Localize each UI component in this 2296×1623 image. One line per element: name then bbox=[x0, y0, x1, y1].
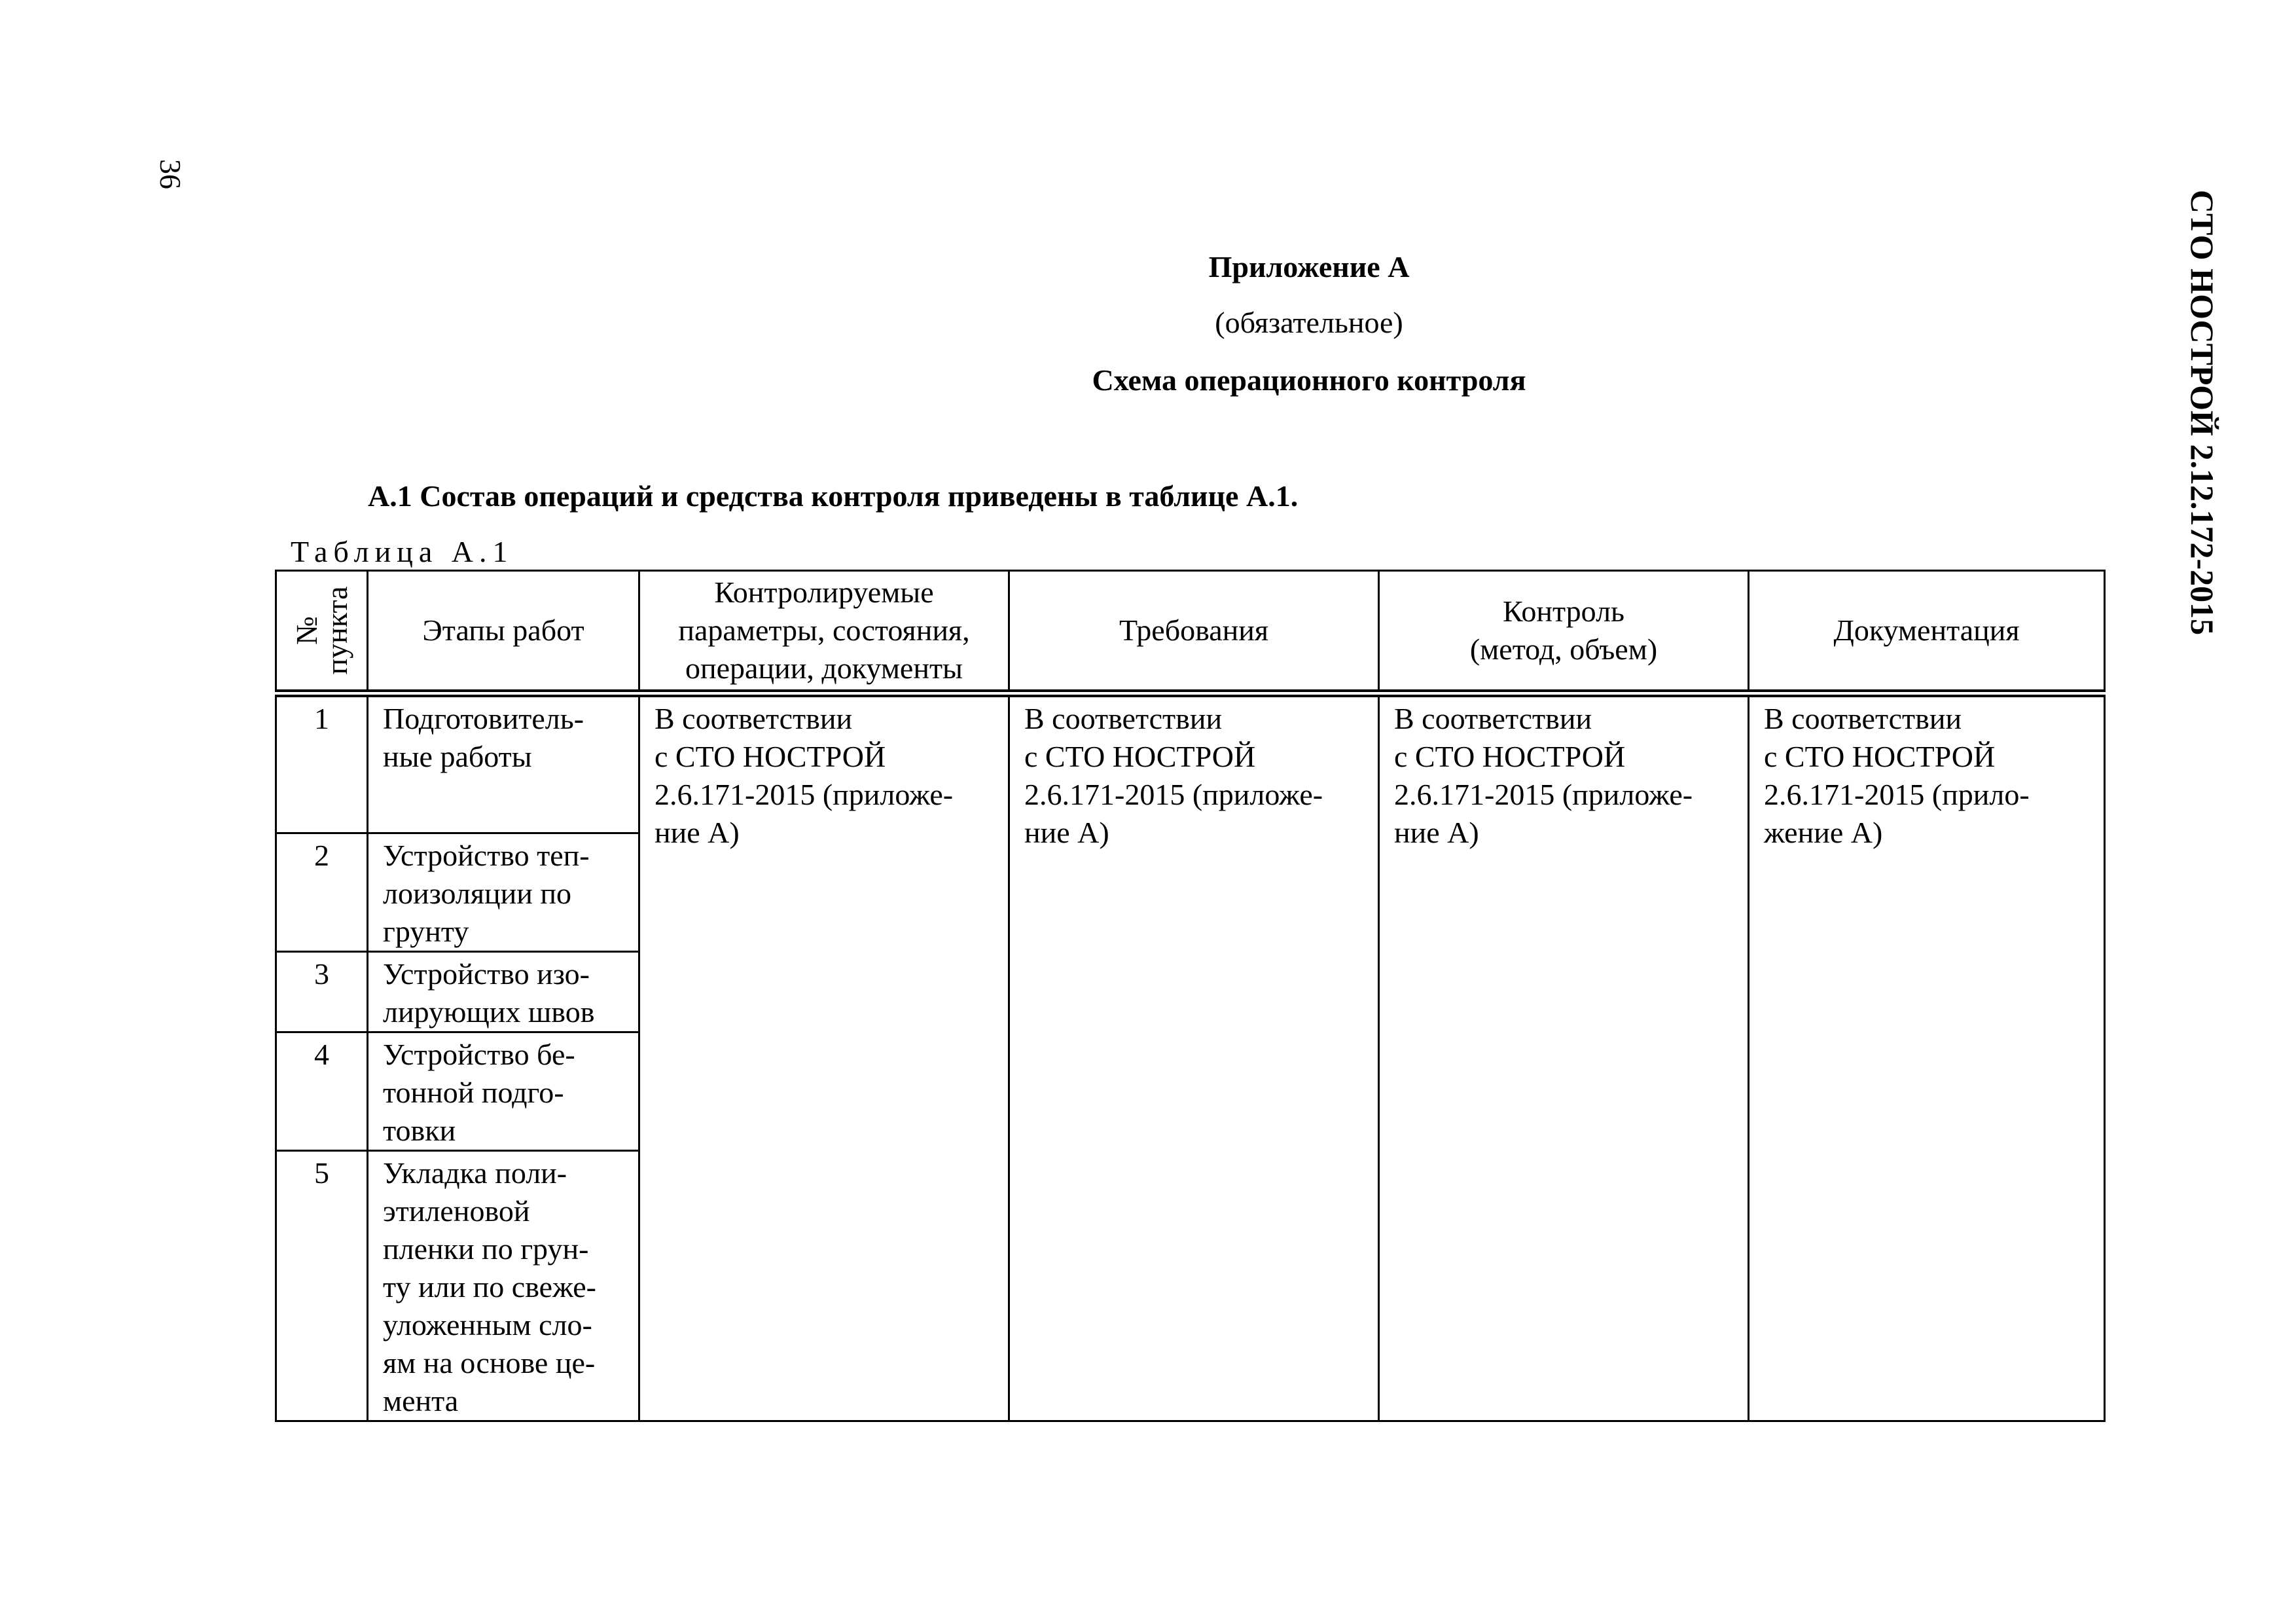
parameters-text: В соответствии с СТО НОСТРОЙ 2.6.171-2015 (приложе- ние А) bbox=[655, 702, 954, 849]
control-text: В соответствии с СТО НОСТРОЙ 2.6.171-2015 (приложе- ние А) bbox=[1394, 702, 1693, 849]
row-number: 2 bbox=[276, 833, 368, 951]
requirements-cell bbox=[1009, 693, 1379, 1421]
header-item-number bbox=[276, 571, 368, 694]
appendix-type: (обязательное) bbox=[1215, 306, 1403, 339]
row-stage bbox=[368, 693, 639, 833]
table-row bbox=[276, 693, 2105, 833]
section-title: А.1 Состав операций и средства контроля приведены в таблице А.1. bbox=[368, 479, 1299, 513]
row-number: 1 bbox=[276, 693, 368, 833]
row-stage-text: Устройство теп- лоизоляции по грунту bbox=[383, 838, 590, 948]
table-caption: Таблица А.1 bbox=[291, 535, 514, 568]
header-stages: Этапы работ bbox=[368, 571, 639, 694]
row-stage bbox=[368, 1032, 639, 1150]
header-control bbox=[1379, 571, 1749, 694]
row-stage-text: Подготовитель- ные работы bbox=[383, 702, 584, 773]
row-number: 3 bbox=[276, 951, 368, 1032]
row-number: 5 bbox=[276, 1150, 368, 1421]
header-documentation: Документация bbox=[1749, 571, 2105, 694]
row-stage bbox=[368, 1150, 639, 1421]
row-stage-text: Устройство бе- тонной подго- товки bbox=[383, 1037, 575, 1147]
page-number: 36 bbox=[154, 159, 187, 189]
row-stage-text: Устройство изо- лирующих швов bbox=[383, 957, 595, 1029]
document-code: СТО НОСТРОЙ 2.12.172-2015 bbox=[2184, 189, 2221, 636]
table-header-row bbox=[276, 571, 2105, 694]
row-stage-text: Укладка поли- этиленовой пленки по грун- ту или по свеже- уложенным сло- ям на основе це- мента bbox=[383, 1156, 596, 1417]
parameters-cell bbox=[639, 693, 1009, 1421]
row-number: 4 bbox=[276, 1032, 368, 1150]
appendix-name: Схема операционного контроля bbox=[1092, 363, 1526, 397]
requirements-text: В соответствии с СТО НОСТРОЙ 2.6.171-2015 (приложе- ние А) bbox=[1024, 702, 1323, 849]
appendix-title: Приложение А bbox=[1208, 250, 1410, 283]
row-stage bbox=[368, 833, 639, 951]
header-item-number-label: № пункта bbox=[289, 586, 353, 675]
header-parameters bbox=[639, 571, 1009, 694]
header-requirements: Требования bbox=[1009, 571, 1379, 694]
row-stage bbox=[368, 951, 639, 1032]
documentation-cell bbox=[1749, 693, 2105, 1421]
documentation-text: В соответствии с СТО НОСТРОЙ 2.6.171-2015 (прило- жение А) bbox=[1764, 702, 2030, 849]
operations-table bbox=[275, 570, 2106, 1422]
header-control-label: Контроль (метод, объем) bbox=[1469, 594, 1658, 666]
control-cell bbox=[1379, 693, 1749, 1421]
header-parameters-label: Контролируемые параметры, состояния, операции, документы bbox=[678, 575, 970, 685]
